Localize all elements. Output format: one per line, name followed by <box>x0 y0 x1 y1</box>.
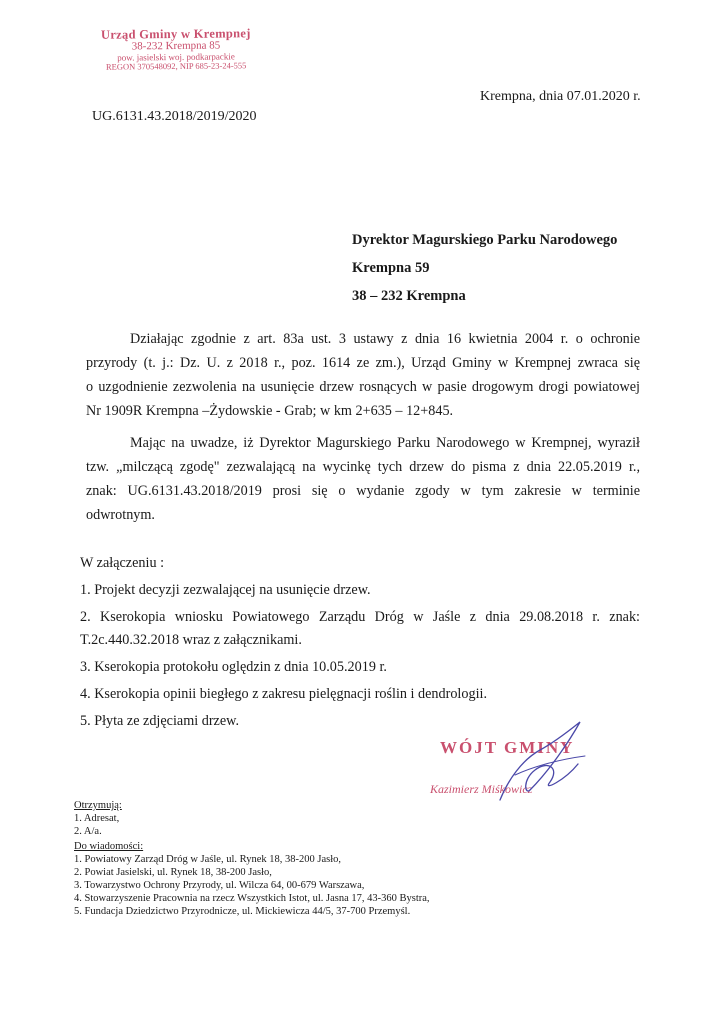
notify-item: 5. Fundacja Dziedzictwo Przyrodnicze, ul. Mickiewicza 44/5, 37-700 Przemyśl. <box>74 906 411 917</box>
recipients-heading: Otrzymują: <box>74 800 122 811</box>
paragraph-line: odwrotnym. <box>86 507 155 523</box>
recipient-item: 1. Adresat, <box>74 813 120 824</box>
stamp-line-office: Urząd Gminy w Krempnej <box>100 26 251 42</box>
body-paragraph-1 <box>86 327 640 423</box>
attachment-item: 3. Kserokopia protokołu oględzin z dnia 10.05.2019 r. <box>80 659 387 675</box>
signature-name: Kazimierz Miśkowicz <box>430 782 533 796</box>
stamp-line-district: pow. jasielski woj. podkarpackie <box>117 51 235 63</box>
addressee-street: Krempna 59 <box>352 260 430 276</box>
paragraph-line: o uzgodnienie zezwolenia na usunięcie drzew rosnących w pasie drogowym drogi powiatowej <box>86 379 640 395</box>
addressee-city: 38 – 232 Krempna <box>352 288 466 304</box>
notify-item: 1. Powiatowy Zarząd Dróg w Jaśle, ul. Rynek 18, 38-200 Jasło, <box>74 854 341 865</box>
recipient-item: 2. A/a. <box>74 826 102 837</box>
office-stamp <box>86 27 266 72</box>
recipients-block <box>74 799 122 838</box>
signature-stamp <box>430 720 620 810</box>
attachment-item: 2. Kserokopia wniosku Powiatowego Zarządu Dróg w Jaśle z dnia 29.08.2018 r. znak: <box>80 609 640 625</box>
body-paragraph-2 <box>86 431 640 527</box>
attachment-item: T.2c.440.32.2018 wraz z załącznikami. <box>80 632 302 648</box>
notify-item: 3. Towarzystwo Ochrony Przyrody, ul. Wilcza 64, 00-679 Warszawa, <box>74 880 365 891</box>
notify-item: 2. Powiat Jasielski, ul. Rynek 18, 38-200 Jasło, <box>74 867 272 878</box>
notify-heading: Do wiadomości: <box>74 841 144 852</box>
signature-title: WÓJT GMINY <box>440 738 575 757</box>
paragraph-line: znak: UG.6131.43.2018/2019 prosi się o wydanie zgody w tym zakresie w terminie <box>86 483 640 499</box>
attachment-item: 4. Kserokopia opinii biegłego z zakresu pielęgnacji roślin i dendrologii. <box>80 686 487 702</box>
handwritten-signature-icon <box>430 720 620 810</box>
attachment-item: 1. Projekt decyzji zezwalającej na usunięcie drzew. <box>80 582 371 598</box>
paragraph-line: przyrody (t. j.: Dz. U. z 2018 r., poz. 1614 ze zm.), Urząd Gminy w Krempnej zwraca się <box>86 355 640 371</box>
stamp-line-address: 38-232 Krempna 85 <box>131 39 221 53</box>
paragraph-line: Działając zgodnie z art. 83a ust. 3 ustawy z dnia 16 kwietnia 2004 r. o ochronie <box>130 331 640 347</box>
attachment-item: 5. Płyta ze zdjęciami drzew. <box>80 713 240 729</box>
attachments-heading: W załączeniu : <box>80 555 165 571</box>
stamp-line-ids: REGON 370548092, NIP 685-23-24-555 <box>105 60 247 72</box>
addressee-block <box>352 226 617 310</box>
notify-block <box>74 840 430 918</box>
addressee-name: Dyrektor Magurskiego Parku Narodowego <box>352 232 618 248</box>
paragraph-line: Mając na uwadze, iż Dyrektor Magurskiego Parku Narodowego w Krempnej, wyraził <box>130 435 640 451</box>
paragraph-line: Nr 1909R Krempna –Żydowskie - Grab; w km 2+635 – 12+845. <box>86 403 454 419</box>
attachments-list <box>80 552 640 733</box>
paragraph-line: tzw. „milczącą zgodę" zezwalającą na wycinkę tych drzew do pisma z dnia 22.05.2019 r., <box>86 459 640 475</box>
notify-item: 4. Stowarzyszenie Pracownia na rzecz Wszystkich Istot, ul. Jasna 17, 43-360 Bystra, <box>74 893 430 904</box>
letter-date: Krempna, dnia 07.01.2020 r. <box>480 89 641 104</box>
reference-number: UG.6131.43.2018/2019/2020 <box>92 109 257 124</box>
